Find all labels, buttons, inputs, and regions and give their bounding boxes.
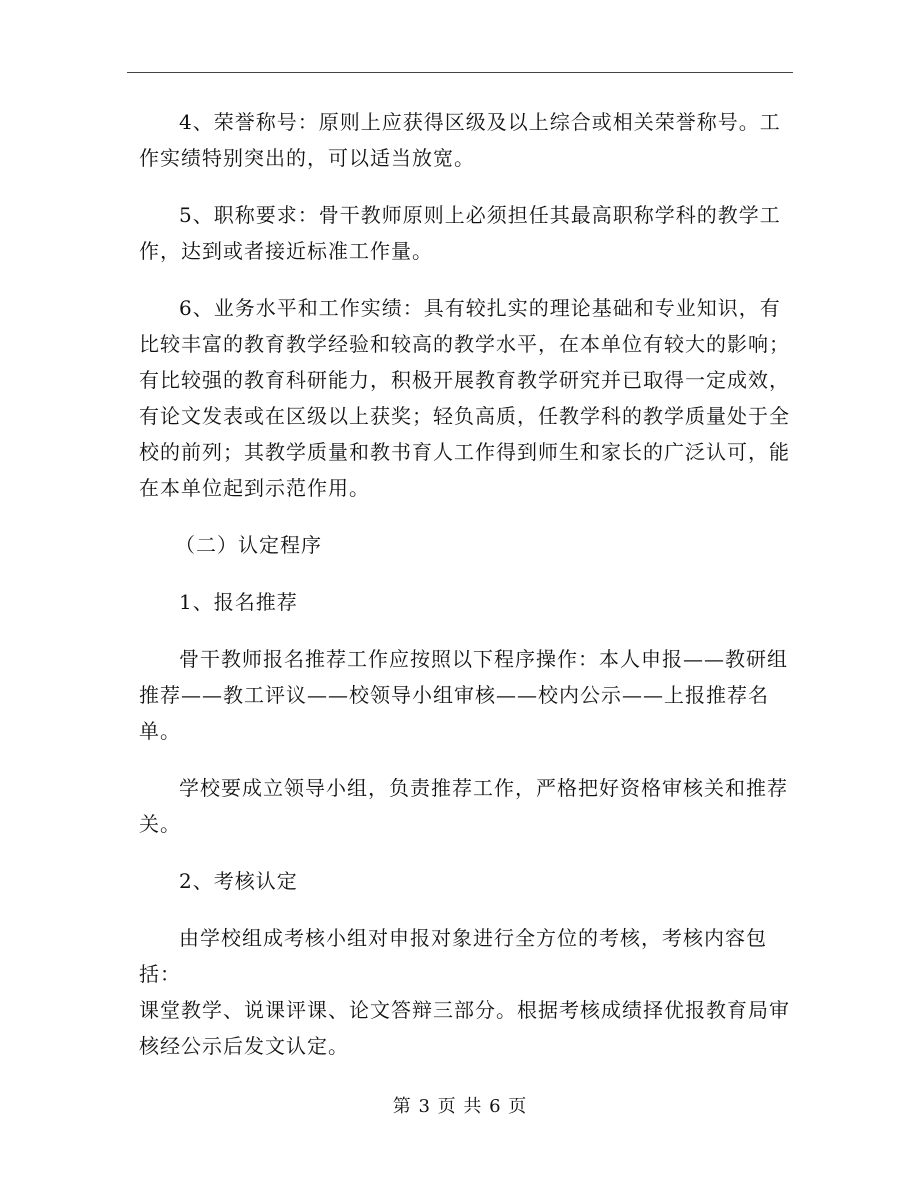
page-number: 第 3 页 共 6 页 bbox=[392, 1096, 528, 1117]
paragraph-assessment-details: 由学校组成考核小组对申报对象进行全方位的考核，考核内容包括： 课堂教学、说课评课、论文答辩三部分。根据考核成绩择优报教育局审 核经公示后发文认定。 bbox=[139, 926, 790, 1058]
header-divider bbox=[127, 72, 793, 73]
paragraph-honor-title: 4、荣誉称号：原则上应获得区级及以上综合或相关荣誉称号。工 作实绩特别突出的，可以适当放宽。 bbox=[139, 110, 781, 170]
document-body bbox=[139, 104, 799, 1085]
paragraph-registration-steps: 骨干教师报名推荐工作应按照以下程序操作：本人申报——教研组 推荐——教工评议——校领导小组审核——校内公示——上报推荐名 单。 bbox=[139, 647, 788, 743]
paragraph-leadership-group: 学校要成立领导小组，负责推荐工作，严格把好资格审核关和推荐 关。 bbox=[139, 776, 788, 836]
subheading-assessment: 2、考核认定 bbox=[179, 869, 298, 893]
subheading-registration: 1、报名推荐 bbox=[179, 590, 298, 614]
paragraph-work-performance: 6、业务水平和工作实绩：具有较扎实的理论基础和专业知识，有 比较丰富的教育教学经验和较高的教学水平，在本单位有较大的影响； 有比较强的教育科研能力，积极开展教育教学研究并已取得一定成效， 有论文发表或在区级以上获奖；轻负高质，任教学科的教学质量处于全 校的前列；其教学质量和教书育人工作得到师生和家长的广泛认可，能 在本单位起到示范作用。 bbox=[139, 296, 790, 500]
paragraph-title-requirement: 5、职称要求：骨干教师原则上必须担任其最高职称学科的教学工 作，达到或者接近标准工作量。 bbox=[139, 203, 781, 263]
section-heading-procedure: （二）认定程序 bbox=[175, 533, 322, 557]
